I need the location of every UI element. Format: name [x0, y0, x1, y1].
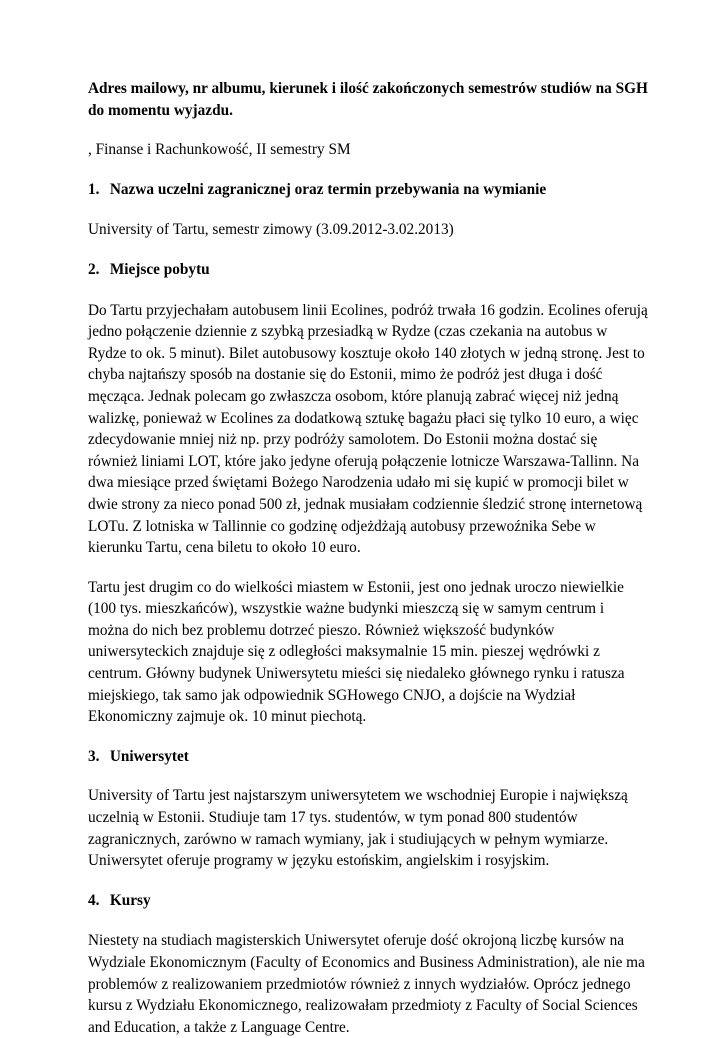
section-3-title: Uniwersytet — [109, 747, 189, 765]
section-3-paragraph-1: University of Tartu jest najstarszym uniwersytetem we wschodniej Europie i największą uczelnią w Estonii. Studiuje tam 17 tys. studentów, w tym ponad 800 studentów zagranicznych, zarówno w ramach wymiany, jak i studiujących w pełnym wymiarze. Uniwersytet oferuje programy w języku estońskim, angielskim i rosyjskim. — [88, 787, 628, 870]
section-2-paragraph-1: Do Tartu przyjechałam autobusem linii Ecolines, podróż trwała 16 godzin. Ecolines oferują jedno połączenie dziennie z szybką przesiadką w Rydze (czas czekania na autobus w Rydze to ok. 5 minut). Bilet autobusowy kosztuje około 140 złotych w jedną stronę. Jest to chyba najtańszy sposób na dostanie się do Estonii, mimo że podróż jest długa i dość męcząca. Jednak polecam go zwłaszcza osobom, które planują zabrać więcej niż jedną walizkę, ponieważ w Ecolines za dodatkową sztukę bagażu płaci się tylko 10 euro, a więc zdecydowanie mniej niż np. przy podróży samolotem. Do Estonii można dostać się również liniami LOT, które jako jedyne oferują połączenie lotnicze Warszawa-Tallinn. Na dwa miesiące przed świętami Bożego Narodzenia udało mi się kupić w promocji bilet w dwie strony za nieco ponad 500 zł, jednak musiałam codziennie śledzić stronę internetową LOTu. Z lotniska w Tallinnie co godzinę odjeżdżają autobusy przewoźnika Sebe w kierunku Tartu, cena biletu to około 10 euro. — [88, 301, 648, 557]
section-4-paragraph-1: Niestety na studiach magisterskich Uniwersytet oferuje dość okrojoną liczbę kursów na Wydziale Ekonomicznym (Faculty of Economics and Business Administration), ale nie ma problemów z realizowaniem przedmiotów również z innych wydziałów. Oprócz jednego kursu z Wydziału Ekonomicznego, realizowałam przedmioty z Faculty of Social Sciences and Education, a także z Language Centre. — [88, 932, 645, 1036]
section-2-title: Miejsce pobytu — [109, 260, 210, 278]
intro-answer: , Finanse i Rachunkowość, II semestry SM — [88, 141, 351, 159]
section-2-number: 2. — [88, 260, 100, 278]
section-4-title: Kursy — [109, 891, 151, 909]
intro-heading: Adres mailowy, nr albumu, kierunek i ilość zakończonych semestrów studiów na SGH do momentu wyjazdu. — [88, 80, 648, 119]
section-3-number: 3. — [88, 747, 100, 765]
section-1-heading — [88, 179, 648, 201]
section-1-number: 1. — [88, 180, 100, 198]
section-4-number: 4. — [88, 891, 100, 909]
section-1-title: Nazwa uczelni zagranicznej oraz termin przebywania na wymianie — [109, 180, 547, 198]
section-1-paragraph-1: University of Tartu, semestr zimowy (3.09.2012-3.02.2013) — [88, 221, 454, 239]
section-2-paragraph-2: Tartu jest drugim co do wielkości miastem w Estonii, jest ono jednak uroczo niewielkie (100 tys. mieszkańców), wszystkie ważne budynki mieszczą się w samym centrum i można do nich bez problemu dotrzeć pieszo. Również większość budynków uniwersyteckich znajduje się z odległości maksymalnie 15 min. pieszej wędrówki z centrum. Główny budynek Uniwersytetu mieści się niedaleko głównego rynku i ratusza miejskiego, tak samo jak odpowiednik SGHowego CNJO, a dojście na Wydział Ekonomiczny zajmuje ok. 10 minut piechotą. — [88, 578, 625, 726]
document-body — [88, 78, 648, 1038]
section-3-heading — [88, 746, 648, 768]
section-2-heading — [88, 259, 648, 281]
section-4-heading — [88, 890, 648, 912]
